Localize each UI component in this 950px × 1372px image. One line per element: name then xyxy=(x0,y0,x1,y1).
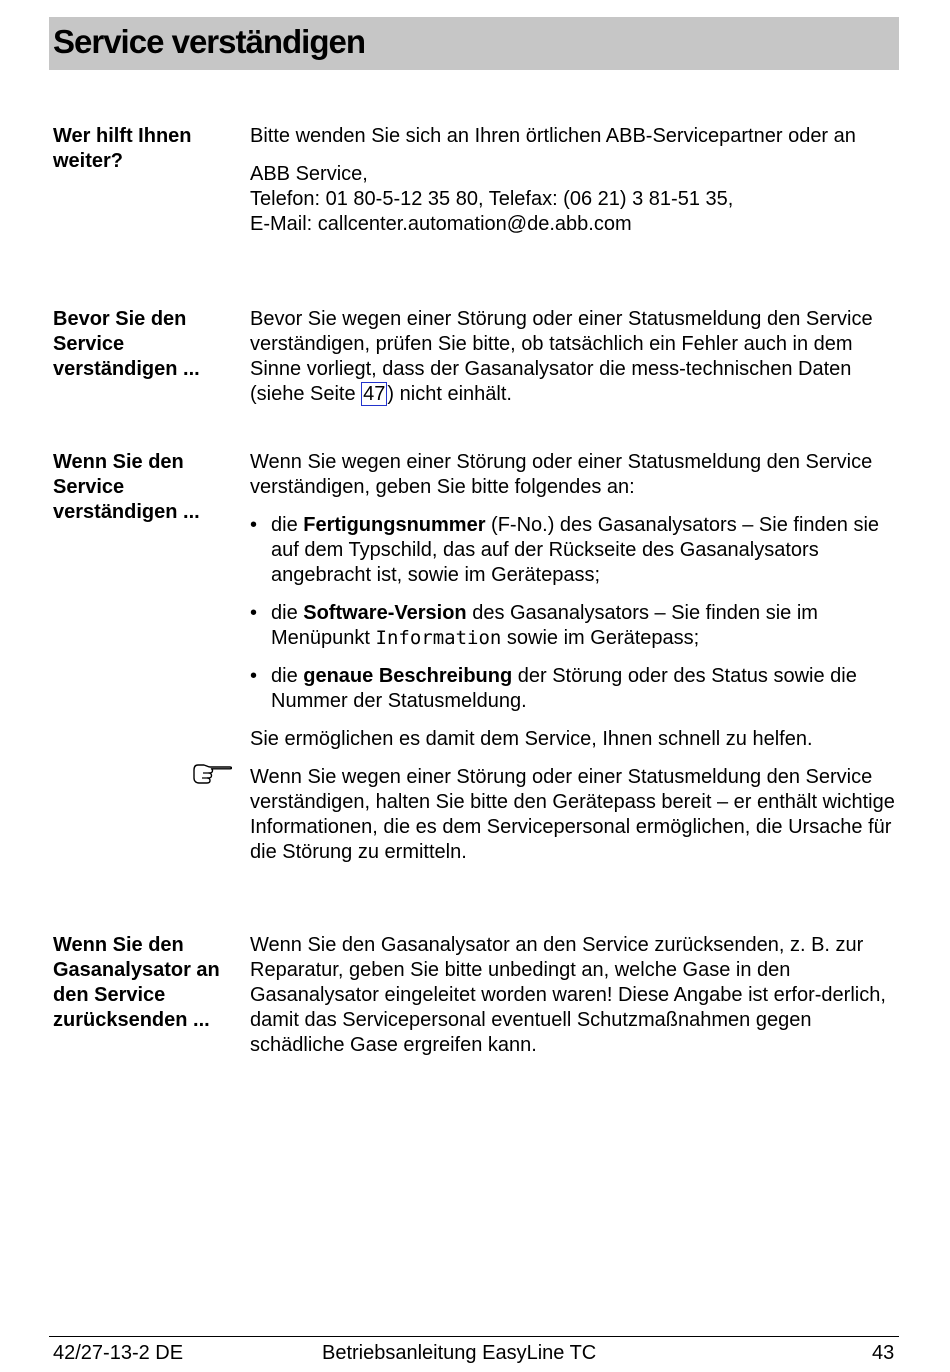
section-help-label: Wer hilft Ihnen weiter? xyxy=(53,125,192,172)
before-text xyxy=(250,307,898,407)
bullet-dot: • xyxy=(250,602,258,624)
list-item-software-version: • die Software-Version des Gasanalysators – Sie finden sie im Menüpunkt Information sowie im Gerätepass; xyxy=(250,602,818,649)
list-item-description: • die genaue Beschreibung der Störung oder des Status sowie die Nummer der Statusmeldung. xyxy=(250,665,857,712)
footer-doc-number: 42/27-13-2 DE xyxy=(53,1342,184,1364)
footer-page-number: 43 xyxy=(872,1342,895,1364)
page-title: Service verständigen xyxy=(53,23,365,60)
return-text: Wenn Sie den Gasanalysator an den Service zurücksenden, z. B. zur Reparatur, geben Sie bitte unbedingt an, welche Gase in den Gasanalysator eingeleitet worden waren! Diese Angabe ist erfor-derlich, damit das Servicepersonal eventuell Schutzmaßnahmen gegen schädliche Gase ergreifen kann. xyxy=(250,934,886,1056)
section-return-body xyxy=(250,933,898,1058)
help-contact-block xyxy=(250,162,898,237)
section-before-label: Bevor Sie den Service verständigen ... xyxy=(53,308,200,380)
section-when-body xyxy=(250,450,898,865)
bullet-dot: • xyxy=(250,665,258,687)
section-when-label: Wenn Sie den Service verständigen ... xyxy=(53,451,200,523)
footer-divider xyxy=(49,1336,899,1337)
footer-doc-title: Betriebsanleitung EasyLine TC xyxy=(322,1342,597,1364)
contact-phone-fax: Telefon: 01 80-5-12 35 80, Telefax: (06 21) 3 81-51 35, xyxy=(250,188,734,210)
info-list xyxy=(250,513,898,714)
note-text: Wenn Sie wegen einer Störung oder einer Statusmeldung den Service verständigen, halten Sie bitte den Gerätepass bereit – er enthält wichtige Informationen, die es dem Servicepersonal ermöglichen, die Ursache für die Störung zu ermitteln. xyxy=(250,766,895,863)
before-text-start: Bevor Sie wegen einer Störung oder einer Statusmeldung den Service verständigen, prüfen Sie bitte, ob tatsächlich ein Fehler auch in dem Sinne vorliegt, dass der Gasanalysator die mess-technischen Daten (siehe Seite xyxy=(250,308,873,405)
contact-company: ABB Service, xyxy=(250,163,368,185)
bullet-dot: • xyxy=(250,514,258,536)
description-term: genaue Beschreibung xyxy=(303,665,513,687)
contact-email: E-Mail: callcenter.automation@de.abb.com xyxy=(250,213,632,235)
section-help-body xyxy=(250,124,898,237)
before-text-end: ) nicht einhält. xyxy=(387,383,512,405)
section-before-body xyxy=(250,307,898,407)
software-version-term: Software-Version xyxy=(303,602,467,624)
section-return-label: Wenn Sie den Gasanalysator an den Service zurücksenden ... xyxy=(53,934,220,1031)
when-intro-text: Wenn Sie wegen einer Störung oder einer Statusmeldung den Service verständigen, geben Sie bitte folgendes an: xyxy=(250,451,873,498)
serial-number-term: Fertigungsnummer xyxy=(303,514,486,536)
page-title-bar xyxy=(49,17,899,70)
note-block xyxy=(250,765,898,865)
pointing-hand-icon xyxy=(192,761,232,789)
page-reference-link[interactable]: 47 xyxy=(363,383,386,405)
menu-item-information: Information xyxy=(375,627,502,649)
list-item-serial-number: • die Fertigungsnummer (F-No.) des Gasanalysators – Sie finden sie auf dem Typschild, das auf der Rückseite des Gasanalysators angebracht ist, sowie im Gerätepass; xyxy=(250,514,880,586)
when-closing-text: Sie ermöglichen es damit dem Service, Ihnen schnell zu helfen. xyxy=(250,728,813,750)
help-intro-text: Bitte wenden Sie sich an Ihren örtlichen ABB-Servicepartner oder an xyxy=(250,125,856,147)
